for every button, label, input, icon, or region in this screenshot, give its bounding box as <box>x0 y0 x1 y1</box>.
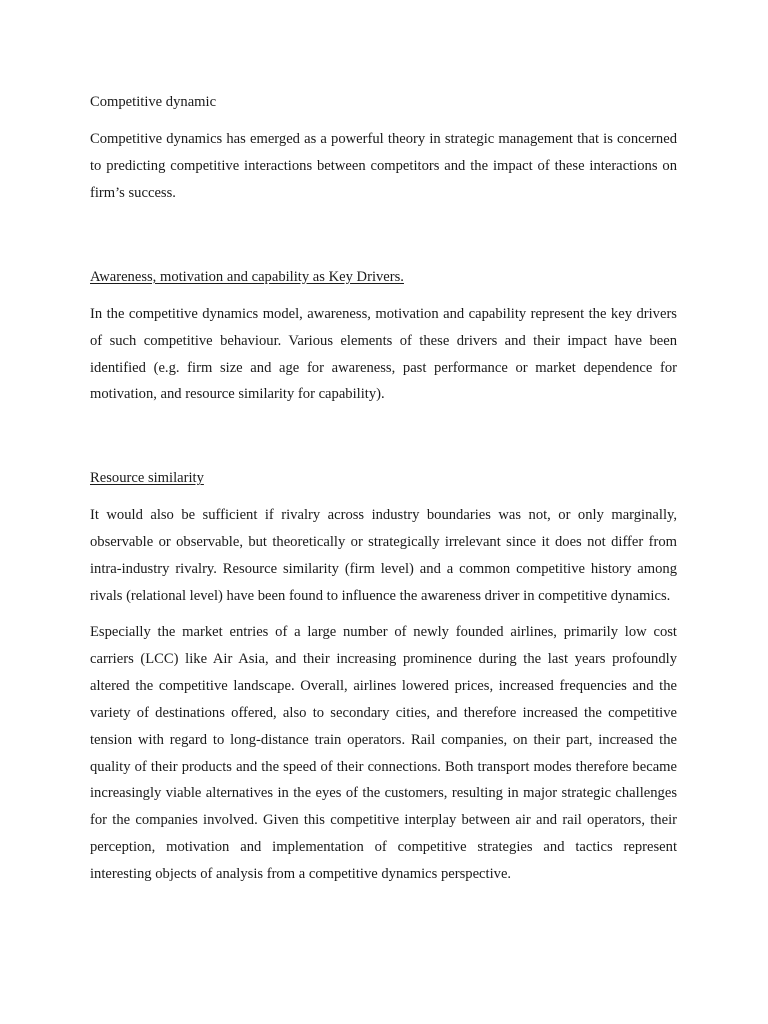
document-body <box>90 91 677 888</box>
section-heading-key-drivers: Awareness, motivation and capability as Key Drivers. <box>90 268 404 285</box>
document-title: Competitive dynamic <box>90 94 217 110</box>
intro-paragraph: Competitive dynamics has emerged as a powerful theory in strategic management that is concerned to predicting competitive interactions between competitors and the impact of these interactions on firm’s success. <box>90 131 677 201</box>
resource-similarity-paragraph-2: Especially the market entries of a large number of newly founded airlines, primarily low cost carriers (LCC) like Air Asia, and their increasing prominence during the last years profoundly altered the competitive landscape. Overall, airlines lowered prices, increased frequencies and the variety of destinations offered, also to secondary cities, and therefore increased the competitive tension with regard to long-distance train operators. Rail companies, on their part, increased the quality of their products and the speed of their connections. Both transport modes therefore became increasingly viable alternatives in the eyes of the customers, resulting in major strategic challenges for the companies involved. Given this competitive interplay between air and rail operators, their perception, motivation and implementation of competitive strategies and tactics represent interesting objects of analysis from a competitive dynamics perspective. <box>90 623 677 883</box>
key-drivers-paragraph: In the competitive dynamics model, awareness, motivation and capability represent the key drivers of such competitive behaviour. Various elements of these drivers and their impact have been identified (e.g. firm size and age for awareness, past performance or market dependence for motivation, and resource similarity for capability). <box>90 305 677 403</box>
resource-similarity-paragraph-1: It would also be sufficient if rivalry across industry boundaries was not, or only marginally, observable or observable, but theoretically or strategically irrelevant since it does not differ from intra-industry rivalry. Resource similarity (firm level) and a common competitive history among rivals (relational level) have been found to influence the awareness driver in competitive dynamics. <box>90 507 677 605</box>
section-heading-resource-similarity: Resource similarity <box>90 470 204 487</box>
